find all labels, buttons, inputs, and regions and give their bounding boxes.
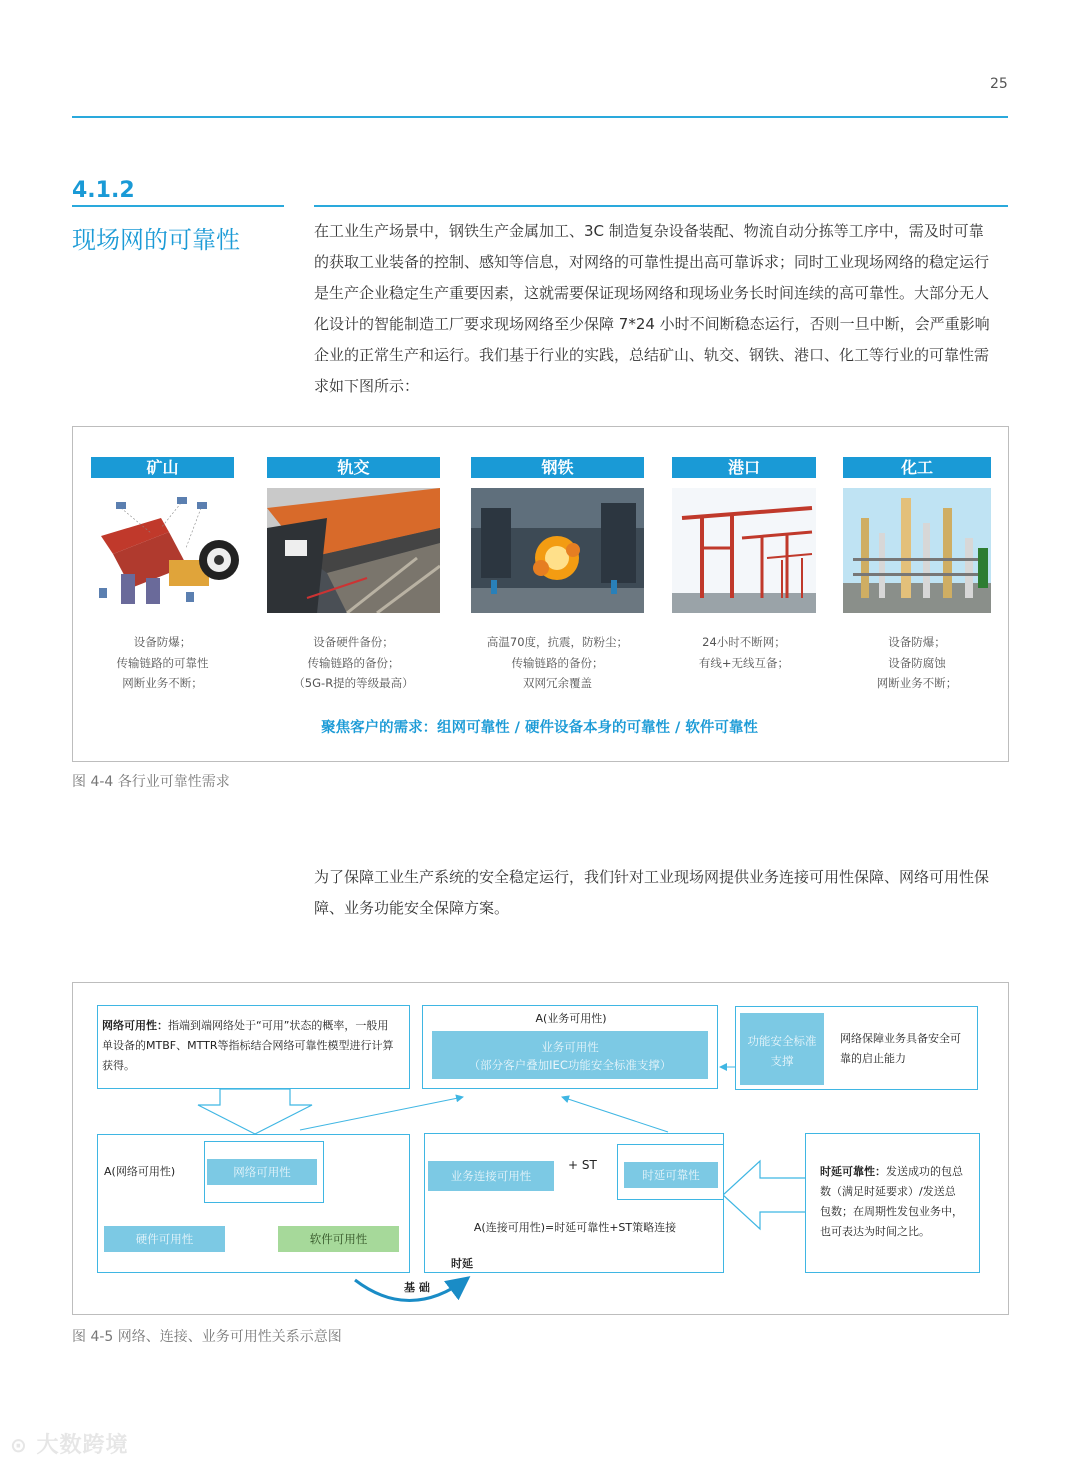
- section-title: 现场网的可靠性: [72, 226, 240, 254]
- safety-label: 功能安全标准: [747, 1034, 817, 1048]
- industry-desc-line: 设备防爆；: [888, 635, 946, 649]
- network-definition-line: 指端到端网络处于“可用”状态的概率，一般用: [168, 1019, 389, 1032]
- paragraph-2-line: 为了保障工业生产系统的安全稳定运行，我们针对工业现场网提供业务连接可用性保障、网络可用性保: [314, 868, 990, 886]
- industry-desc-line: 24小时不断网；: [702, 635, 786, 649]
- paragraph-1-line: 求如下图所示：: [314, 377, 420, 395]
- delay-definition-line: 数（满足时延要求）/发送总: [820, 1185, 956, 1198]
- industry-desc-line: （5G-R提的等级最高）: [293, 676, 414, 690]
- paragraph-1-line: 的获取工业装备的控制、感知等信息，对网络的可靠性提出高可靠诉求；同时工业现场网络的稳定运行: [314, 253, 990, 271]
- service-availability-title: A(业务可用性): [535, 1012, 607, 1025]
- network-definition-term: 网络可用性：: [102, 1019, 168, 1032]
- industry-header-rail: 轨交: [267, 457, 440, 478]
- customer-focus-line: 聚焦客户的需求：组网可靠性 / 硬件设备本身的可靠性 / 软件可靠性: [321, 720, 758, 736]
- network-definition-line: 获得。: [102, 1059, 135, 1072]
- delay-reliability-box: 时延可靠性: [624, 1162, 718, 1188]
- industry-desc-line: 有线+无线互备；: [698, 655, 790, 670]
- figure-4-4-caption: 图 4-4 各行业可靠性需求: [72, 774, 230, 790]
- paragraph-2-line: 障、业务功能安全保障方案。: [314, 899, 510, 917]
- connection-availability-box: [424, 1133, 724, 1273]
- service-availability-inner-box: [432, 1031, 708, 1079]
- delay-definition-line: 包数；在周期性发包业务中，: [820, 1205, 963, 1218]
- network-availability-box: [97, 1134, 410, 1273]
- service-connection-availability-box: 业务连接可用性: [428, 1161, 554, 1191]
- service-availability-sublabel: （部分客户叠加IEC功能安全标准支撑）: [468, 1058, 672, 1072]
- connection-formula: A(连接可用性)=时延可靠性+ST策略连接: [473, 1221, 677, 1234]
- network-availability-title: A(网络可用性): [104, 1165, 176, 1178]
- safety-description: [840, 1029, 976, 1069]
- paragraph-1-line: 是生产企业稳定生产重要因素，这就需要保证现场网络和现场业务长时间连续的高可靠性。大部分无人: [314, 284, 990, 302]
- safety-description-line: 网络保障业务具备安全可: [840, 1032, 961, 1045]
- industry-header-mining: 矿山: [91, 457, 234, 478]
- service-availability-label: 业务可用性: [541, 1040, 599, 1054]
- functional-safety-box: [735, 1006, 978, 1090]
- delay-label: 时延: [451, 1257, 473, 1270]
- watermark: [10, 1428, 128, 1459]
- delay-definition-line: 也可表达为时间之比。: [820, 1225, 930, 1238]
- network-availability-sub-frame: [204, 1141, 324, 1203]
- delay-reliability-definition-box: [805, 1133, 980, 1273]
- industry-desc-line: 高温70度，抗震，防粉尘；: [486, 635, 629, 649]
- industry-desc-line: 网断业务不断；: [122, 676, 203, 690]
- section-number: 4.1.2: [72, 178, 135, 203]
- network-availability-definition-box: [97, 1005, 410, 1089]
- industry-desc-line: 网断业务不断；: [876, 676, 958, 690]
- industry-desc-line: 设备硬件备份；: [313, 635, 394, 649]
- network-definition-line: 单设备的MTBF、MTTR等指标结合网络可靠性模型进行计算: [102, 1039, 394, 1052]
- hardware-availability-box: 硬件可用性: [104, 1226, 225, 1252]
- delay-reliability-sub-frame: [617, 1144, 724, 1200]
- page-number: 25: [990, 76, 1008, 92]
- delay-definition-term: 时延可靠性：: [820, 1165, 886, 1178]
- software-availability-box: 软件可用性: [278, 1226, 399, 1252]
- network-availability-inner-box: 网络可用性: [207, 1159, 317, 1185]
- industry-desc-line: 设备防爆；: [133, 635, 192, 649]
- paragraph-1-line: 化设计的智能制造工厂要求现场网络至少保障 7*24 小时不间断稳态运行，否则一旦中断，会严重影响: [314, 315, 990, 333]
- industry-desc-line: 传输链路的可靠性: [116, 655, 209, 670]
- industry-header-chemical: 化工: [843, 457, 991, 478]
- safety-label: 支撑: [770, 1054, 794, 1068]
- industry-desc-line: 传输链路的备份；: [511, 655, 604, 670]
- industry-desc-line: 双网冗余覆盖: [523, 676, 592, 690]
- paragraph-1-line: 在工业生产场景中，钢铁生产金属加工、3C 制造复杂设备装配、物流自动分拣等工序中，需及时可靠: [314, 222, 984, 240]
- functional-safety-standard-box: [740, 1013, 824, 1085]
- watermark-logo-icon: ⊙: [10, 1433, 28, 1457]
- st-label: + ST: [568, 1158, 597, 1172]
- paragraph-1-line: 企业的正常生产和运行。我们基于行业的实践，总结矿山、轨交、钢铁、港口、化工等行业的可靠性需: [314, 346, 990, 364]
- service-availability-box: [422, 1005, 718, 1089]
- basis-label: 基 础: [404, 1281, 430, 1294]
- watermark-text: 大数跨境: [36, 1433, 129, 1458]
- industry-desc-line: 设备防腐蚀: [888, 655, 946, 670]
- delay-definition-line: 发送成功的包总: [886, 1165, 963, 1178]
- safety-description-line: 靠的启止能力: [840, 1052, 906, 1065]
- industry-header-steel: 钢铁: [471, 457, 644, 478]
- figure-4-5-caption: 图 4-5 网络、连接、业务可用性关系示意图: [72, 1329, 342, 1345]
- industry-desc-line: 传输链路的备份；: [307, 655, 400, 670]
- industry-header-port: 港口: [672, 457, 816, 478]
